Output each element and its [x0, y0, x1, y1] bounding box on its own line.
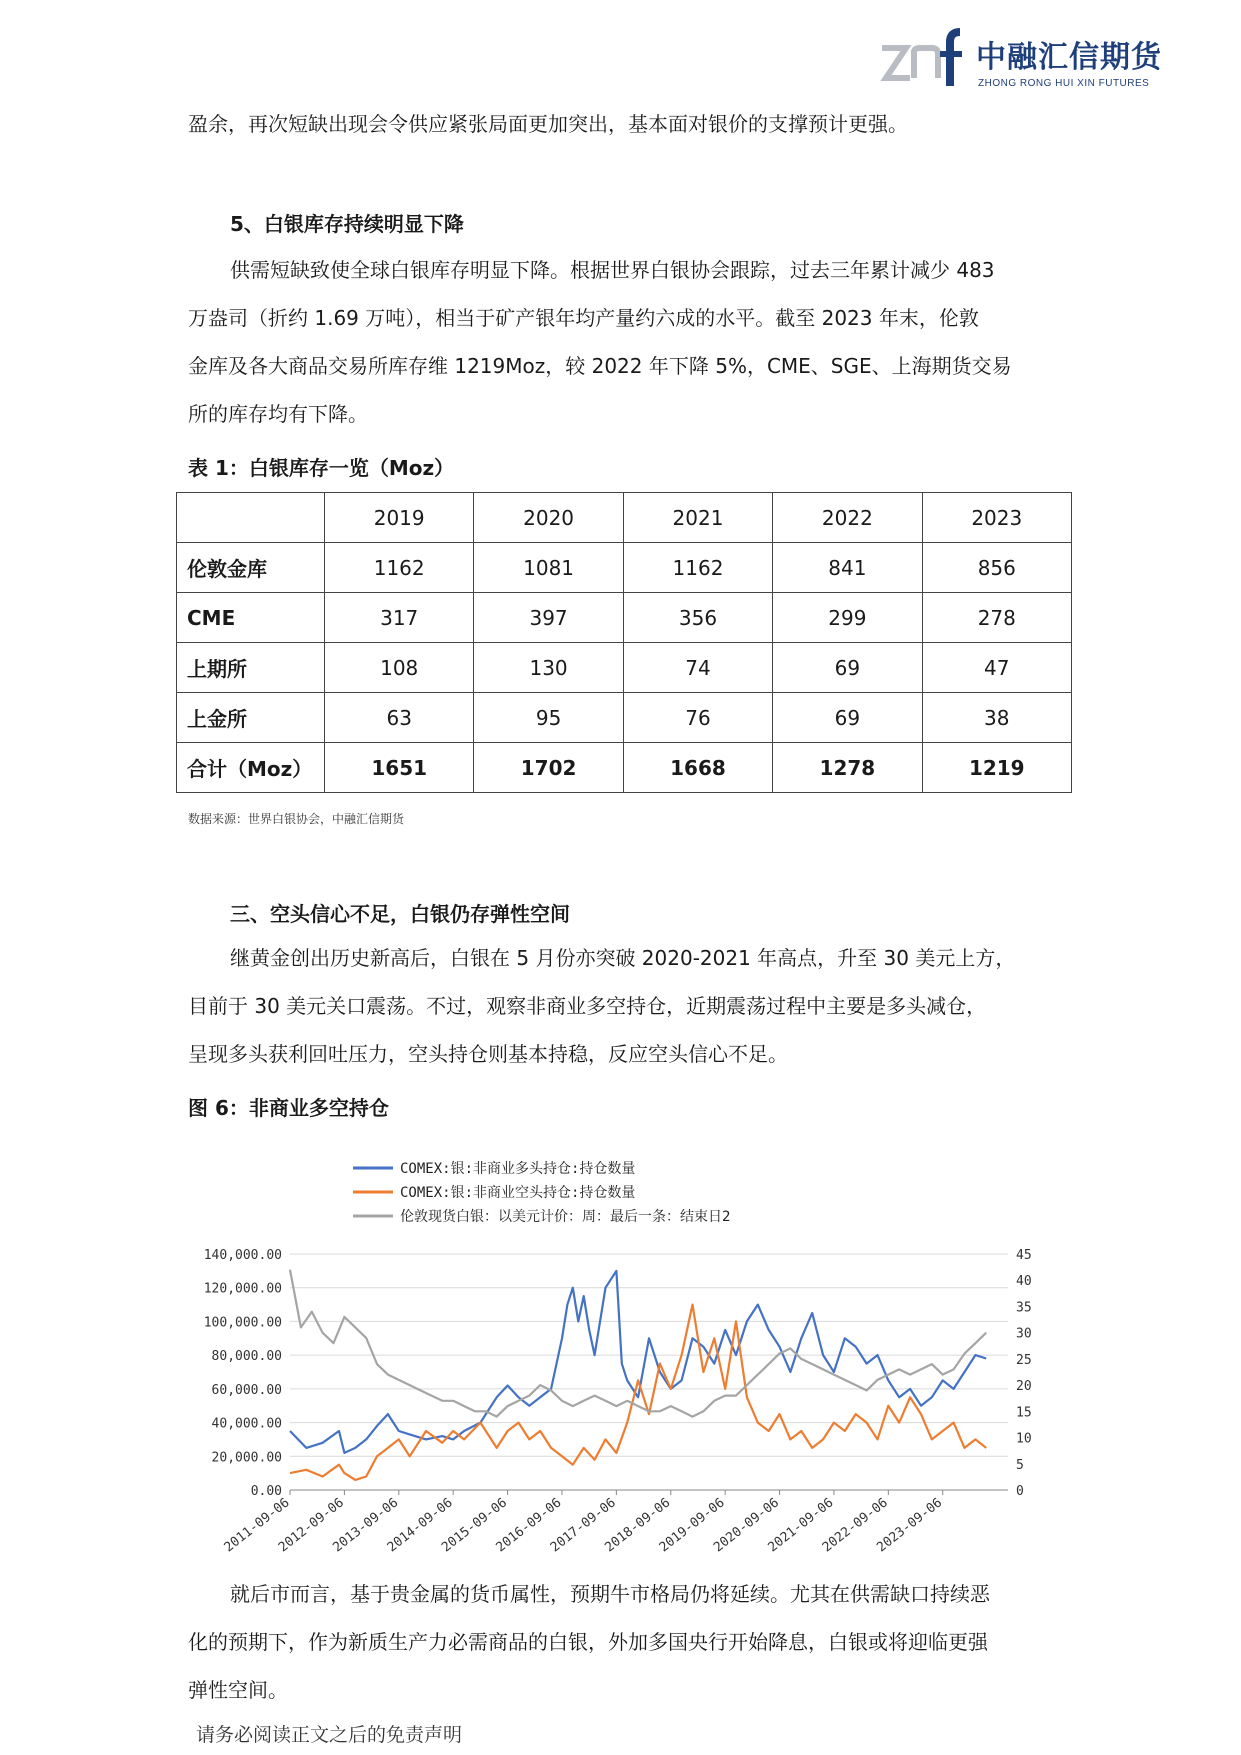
- table-cell: 76: [623, 693, 772, 743]
- table-cell: 1162: [325, 543, 474, 593]
- x-tick-label: 2012-09-06: [275, 1495, 347, 1556]
- y-right-tick-label: 15: [1016, 1405, 1032, 1421]
- y-right-tick-label: 25: [1016, 1352, 1032, 1368]
- legend-entry: COMEX:银:非商业多头持仓:持仓数量: [400, 1161, 636, 1177]
- x-tick-label: 2019-09-06: [656, 1495, 728, 1556]
- row-label: 上期所: [177, 643, 325, 693]
- year-header: 2021: [623, 493, 772, 543]
- y-right-tick-label: 40: [1016, 1274, 1032, 1290]
- table1-caption: 表 1：白银库存一览（Moz）: [188, 456, 455, 480]
- table-row: [177, 593, 1072, 643]
- positions-chart: [188, 1148, 1068, 1568]
- x-tick-label: 2016-09-06: [493, 1495, 565, 1556]
- table-cell: 38: [922, 693, 1071, 743]
- figure6-caption: 图 6：非商业多空持仓: [188, 1096, 389, 1120]
- x-tick-label: 2018-09-06: [602, 1495, 674, 1556]
- y-right-tick-label: 10: [1016, 1431, 1032, 1447]
- table-cell: 299: [773, 593, 922, 643]
- table-cell: 1219: [922, 743, 1071, 793]
- y-right-tick-label: 20: [1016, 1379, 1032, 1395]
- table-cell: 1702: [474, 743, 623, 793]
- table-cell: 1651: [325, 743, 474, 793]
- year-header: 2023: [922, 493, 1071, 543]
- section3-line-2: 目前于 30 美元关口震荡。不过，观察非商业多空持仓，近期震荡过程中主要是多头减仓，: [188, 994, 987, 1018]
- logo-english-name: ZHONG RONG HUI XIN FUTURES: [978, 78, 1150, 89]
- row-label: 合计（Moz）: [177, 743, 325, 793]
- y-right-tick-label: 30: [1016, 1326, 1032, 1342]
- section5-heading: 5、白银库存持续明显下降: [230, 212, 464, 236]
- table-cell: 74: [623, 643, 772, 693]
- x-tick-label: 2013-09-06: [330, 1495, 402, 1556]
- disclaimer-footer: 请务必阅读正文之后的免责声明: [196, 1724, 463, 1746]
- x-tick-label: 2021-09-06: [765, 1495, 837, 1556]
- closing-line-3: 弹性空间。: [188, 1678, 288, 1702]
- closing-line-1: 就后市而言，基于贵金属的货币属性，预期牛市格局仍将延续。尤其在供需缺口持续恶: [230, 1582, 990, 1606]
- x-tick-label: 2011-09-06: [221, 1495, 293, 1556]
- y-left-tick-label: 100,000.00: [203, 1315, 282, 1331]
- table-cell: 397: [474, 593, 623, 643]
- y-left-tick-label: 140,000.00: [203, 1248, 282, 1263]
- row-label: 上金所: [177, 693, 325, 743]
- table-cell: 356: [623, 593, 772, 643]
- y-left-tick-label: 80,000.00: [211, 1349, 282, 1365]
- x-tick-label: 2023-09-06: [874, 1495, 946, 1556]
- table-cell: 95: [474, 693, 623, 743]
- paragraph-intro: 盈余，再次短缺出现会令供应紧张局面更加突出，基本面对银价的支撑预计更强。: [188, 112, 908, 136]
- table-cell: 317: [325, 593, 474, 643]
- row-label: CME: [177, 593, 325, 643]
- section3-line-1: 继黄金创出历史新高后，白银在 5 月份亦突破 2020-2021 年高点，升至 30 美元上方，: [230, 946, 1016, 970]
- section5-line-3: 金库及各大商品交易所库存维 1219Moz，较 2022 年下降 5%，CME、SGE、上海期货交易: [188, 354, 1012, 378]
- silver-inventory-table: [176, 492, 1072, 793]
- table-cell: 1668: [623, 743, 772, 793]
- table-corner-cell: [177, 493, 325, 543]
- section5-line-4: 所的库存均有下降。: [188, 402, 368, 426]
- y-right-tick-label: 0: [1016, 1484, 1024, 1499]
- table-cell: 47: [922, 643, 1071, 693]
- section5-line-2: 万盎司（折约 1.69 万吨），相当于矿产银年均产量约六成的水平。截至 2023 年末，伦敦: [188, 306, 979, 330]
- table-row: [177, 543, 1072, 593]
- row-label: 伦敦金库: [177, 543, 325, 593]
- y-left-tick-label: 20,000.00: [211, 1450, 282, 1466]
- table-cell: 108: [325, 643, 474, 693]
- y-left-tick-label: 60,000.00: [211, 1382, 282, 1398]
- table1-source-note: 数据来源：世界白银协会，中融汇信期货: [188, 812, 405, 826]
- table-cell: 278: [922, 593, 1071, 643]
- company-logo: [880, 28, 1180, 90]
- table-total-row: [177, 743, 1072, 793]
- section3-line-3: 呈现多头获利回吐压力，空头持仓则基本持稳，反应空头信心不足。: [188, 1042, 788, 1066]
- legend-entry: 伦敦现货白银：以美元计价：周：最后一条：结束日2: [400, 1209, 731, 1225]
- x-tick-label: 2022-09-06: [819, 1495, 891, 1556]
- y-right-tick-label: 5: [1016, 1457, 1024, 1473]
- x-tick-label: 2015-09-06: [439, 1495, 511, 1556]
- table-cell: 69: [773, 693, 922, 743]
- positions-chart-svg: [188, 1148, 1068, 1568]
- table-row: [177, 693, 1072, 743]
- table-cell: 63: [325, 693, 474, 743]
- table-cell: 130: [474, 643, 623, 693]
- y-left-tick-label: 0.00: [250, 1484, 282, 1499]
- section3-heading: 三、空头信心不足，白银仍存弹性空间: [230, 902, 570, 926]
- table-row: [177, 643, 1072, 693]
- table-cell: 1278: [773, 743, 922, 793]
- y-right-tick-label: 45: [1016, 1248, 1032, 1263]
- year-header: 2019: [325, 493, 474, 543]
- table-cell: 1162: [623, 543, 772, 593]
- year-header: 2020: [474, 493, 623, 543]
- table-cell: 1081: [474, 543, 623, 593]
- znf-logo-mark: [880, 28, 962, 90]
- legend-entry: COMEX:银:非商业空头持仓:持仓数量: [400, 1185, 636, 1201]
- table-cell: 69: [773, 643, 922, 693]
- table-cell: 856: [922, 543, 1071, 593]
- logo-chinese-name: 中融汇信期货: [976, 40, 1162, 75]
- x-tick-label: 2020-09-06: [711, 1495, 783, 1556]
- table-header-row: [177, 493, 1072, 543]
- x-tick-label: 2017-09-06: [547, 1495, 619, 1556]
- y-right-tick-label: 35: [1016, 1300, 1032, 1316]
- table-cell: 841: [773, 543, 922, 593]
- closing-line-2: 化的预期下，作为新质生产力必需商品的白银，外加多国央行开始降息，白银或将迎临更强: [188, 1630, 988, 1654]
- y-left-tick-label: 120,000.00: [203, 1281, 282, 1297]
- year-header: 2022: [773, 493, 922, 543]
- x-tick-label: 2014-09-06: [384, 1495, 456, 1556]
- y-left-tick-label: 40,000.00: [211, 1416, 282, 1432]
- section5-line-1: 供需短缺致使全球白银库存明显下降。根据世界白银协会跟踪，过去三年累计减少 483: [230, 258, 995, 282]
